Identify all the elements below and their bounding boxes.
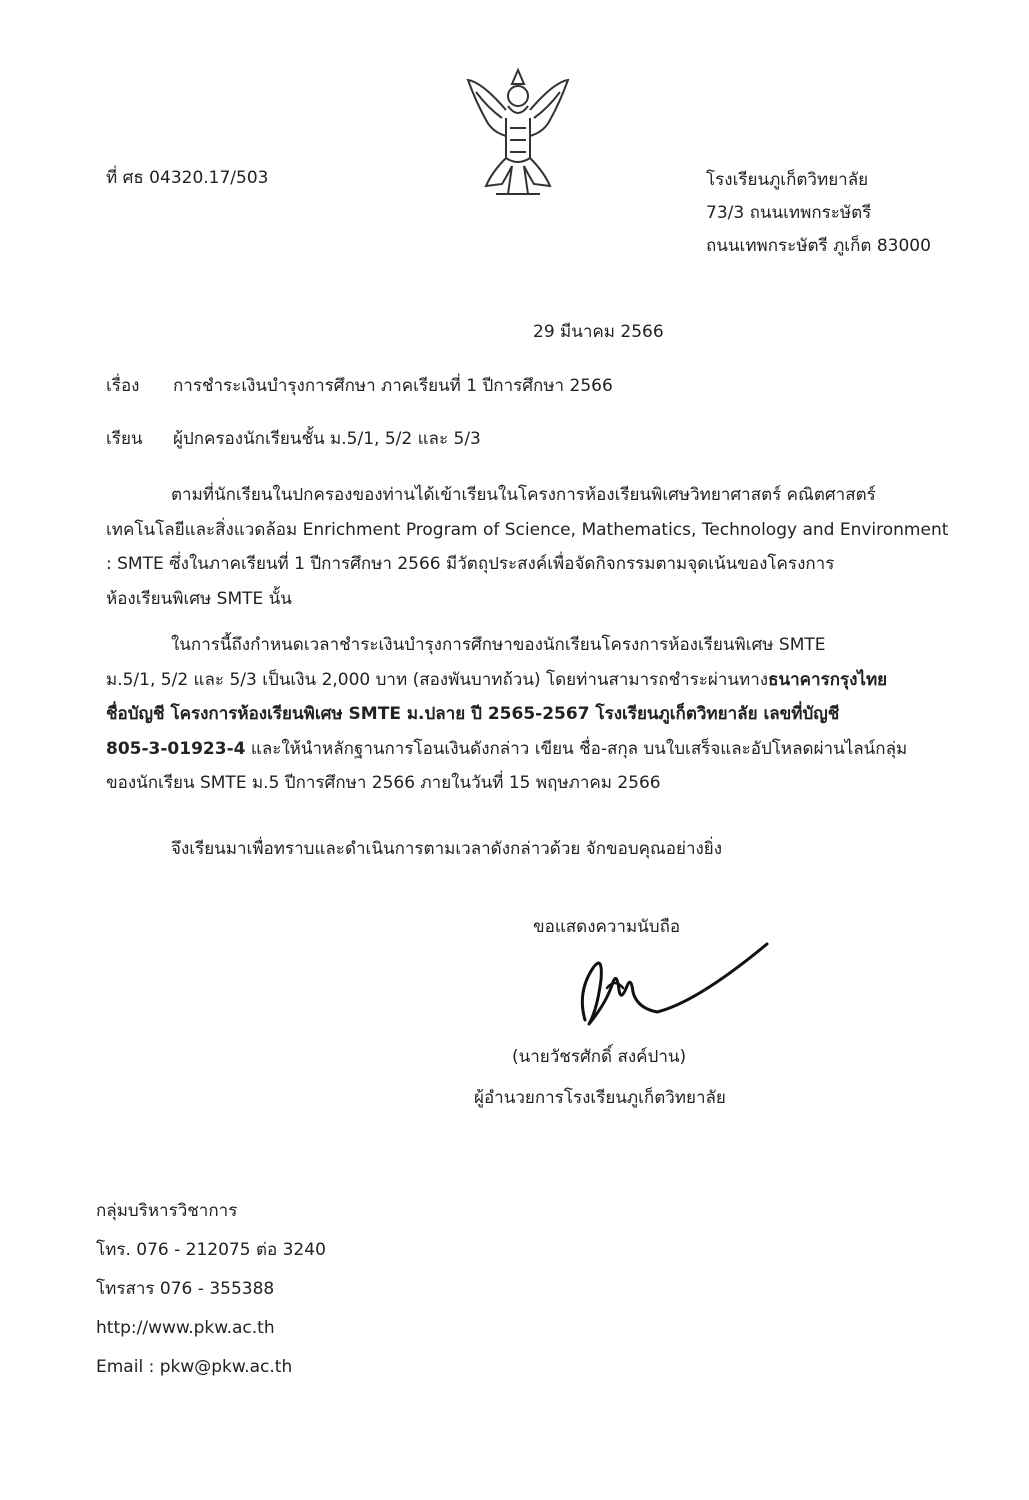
contact-email: Email : pkw@pkw.ac.th	[96, 1357, 293, 1377]
body-paragraph-2	[106, 628, 948, 801]
para2-line	[106, 732, 948, 767]
recipient-text: ผู้ปกครองนักเรียนชั้น ม.5/1, 5/2 และ 5/3	[173, 429, 481, 449]
para1-line: เทคโนโลยีและสิ่งแวดล้อม Enrichment Program of Science, Mathematics, Technology and Environment	[106, 519, 949, 540]
handwritten-signature	[567, 932, 782, 1032]
para1-line: : SMTE ซึ่งในภาคเรียนที่ 1 ปีการศึกษา 2566 มีวัตถุประสงค์เพื่อจัดกิจกรรมตามจุดเน้นของโครงการ	[106, 554, 835, 574]
para2-line	[106, 663, 948, 698]
subject-text: การชำระเงินบำรุงการศึกษา ภาคเรียนที่ 1 ปีการศึกษา 2566	[173, 376, 613, 396]
account-name: ชื่อบัญชี โครงการห้องเรียนพิเศษ SMTE ม.ปลาย ปี 2565-2567 โรงเรียนภูเก็ตวิทยาลัย เลขที่บัญชี	[106, 704, 840, 724]
body-paragraph-3	[106, 832, 948, 867]
recipient-label: เรียน	[106, 429, 143, 449]
para1-line: ตามที่นักเรียนในปกครองของท่านได้เข้าเรียนในโครงการห้องเรียนพิเศษวิทยาศาสตร์ คณิตศาสตร์	[171, 485, 876, 505]
para2-plain-text: และให้นำหลักฐานการโอนเงินดังกล่าว เขียน ชื่อ-สกุล บนใบเสร็จและอัปโหลดผ่านไลน์กลุ่ม	[245, 738, 908, 759]
contact-fax: โทรสาร 076 - 355388	[96, 1279, 275, 1299]
address-line-street: 73/3 ถนนเทพกระษัตรี	[706, 203, 872, 223]
bank-name: ธนาคารกรุงไทย	[768, 669, 888, 690]
account-number: 805-3-01923-4	[106, 738, 246, 759]
signatory-position: ผู้อำนวยการโรงเรียนภูเก็ตวิทยาลัย	[474, 1088, 726, 1108]
contact-phone: โทร. 076 - 212075 ต่อ 3240	[96, 1240, 326, 1260]
para3-line: จึงเรียนมาเพื่อทราบและดำเนินการตามเวลาดังกล่าวด้วย จักขอบคุณอย่างยิ่ง	[171, 839, 723, 859]
address-line-school: โรงเรียนภูเก็ตวิทยาลัย	[706, 170, 869, 190]
contact-department: กลุ่มบริหารวิชาการ	[96, 1201, 238, 1221]
para2-line: ในการนี้ถึงกำหนดเวลาชำระเงินบำรุงการศึกษาของนักเรียนโครงการห้องเรียนพิเศษ SMTE	[171, 635, 826, 655]
subject-row	[106, 372, 613, 399]
contact-block	[96, 1192, 326, 1387]
sender-address	[706, 164, 931, 263]
contact-website: http://www.pkw.ac.th	[96, 1318, 275, 1338]
reference-number: ที่ ศธ 04320.17/503	[106, 168, 269, 188]
signatory-name: (นายวัชรศักดิ์ สงค์ปาน)	[512, 1047, 687, 1067]
body-paragraph-1	[106, 478, 948, 616]
para2-plain-text: ม.5/1, 5/2 และ 5/3 เป็นเงิน 2,000 บาท (สองพันบาทถ้วน) โดยท่านสามารถชำระผ่านทาง	[106, 669, 769, 690]
garuda-emblem	[462, 62, 574, 204]
para2-line: ของนักเรียน SMTE ม.5 ปีการศึกษา 2566 ภายในวันที่ 15 พฤษภาคม 2566	[106, 773, 661, 793]
para1-line: ห้องเรียนพิเศษ SMTE นั้น	[106, 588, 292, 609]
address-line-city: ถนนเทพกระษัตรี ภูเก็ต 83000	[706, 236, 931, 256]
letter-date: 29 มีนาคม 2566	[533, 322, 664, 342]
recipient-row	[106, 425, 481, 452]
subject-label: เรื่อง	[106, 376, 140, 396]
closing-phrase: ขอแสดงความนับถือ	[533, 917, 681, 937]
